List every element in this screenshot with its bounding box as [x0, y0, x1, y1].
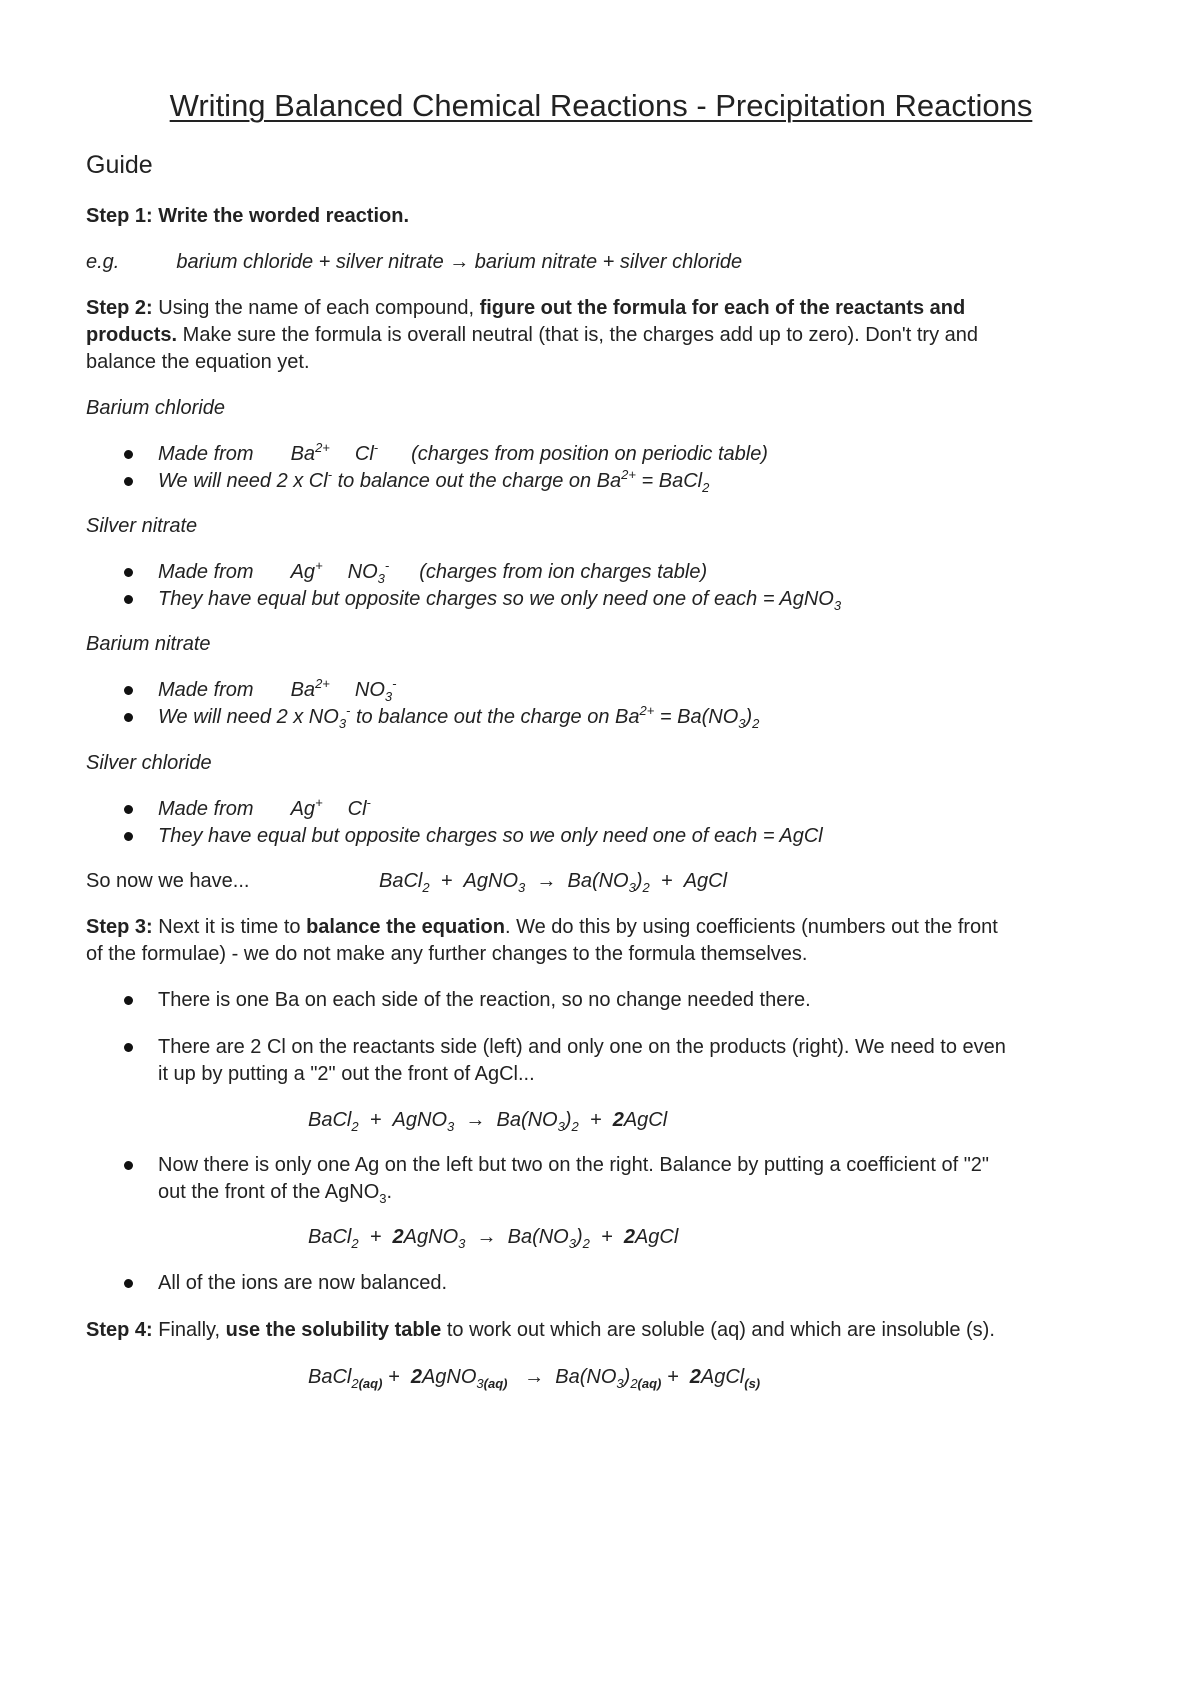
step2-line2: products. Make sure the formula is overall neutral (that is, the charges add up to zero). Don't try and — [86, 324, 979, 346]
bullet-icon — [124, 805, 133, 814]
step1-heading: Step 1: Write the worded reaction. — [86, 205, 410, 227]
bullet-icon — [124, 713, 133, 722]
step2-line3: balance the equation yet. — [86, 351, 310, 373]
eg-prefix: e.g. — [86, 251, 120, 273]
guide-heading: Guide — [86, 151, 153, 179]
step3-line1: Step 3: Next it is time to balance the equation. We do this by using coefficients (numbers out the front — [86, 916, 998, 938]
bullet-icon — [124, 568, 133, 577]
compound-heading-silver-chloride: Silver chloride — [86, 752, 212, 774]
bullet-icon — [124, 1043, 133, 1052]
page-title: Writing Balanced Chemical Reactions - Precipitation Reactions — [169, 88, 1033, 123]
compound-heading-barium-nitrate: Barium nitrate — [86, 633, 211, 655]
equation-step-b: BaCl$_2$ + 2AgNO$_3$ → $Ba(NO_3)_2$ + 2AgCl — [308, 1226, 679, 1251]
compound-heading-barium-chloride: Barium chloride — [86, 397, 225, 419]
bullet-icon — [124, 686, 133, 695]
bullet-icon — [124, 477, 133, 486]
step4-line1: Step 4: Finally, use the solubility table to work out which are soluble (aq) and which are insoluble (s). — [86, 1319, 995, 1341]
bullet-icon — [124, 1161, 133, 1170]
worded-reaction: barium chloride + silver nitrate → barium nitrate + silver chloride — [176, 251, 743, 273]
bullet-icon — [124, 595, 133, 604]
step3-label: Step 3: — [86, 916, 153, 938]
step2-label: Step 2: — [86, 297, 153, 319]
unbalanced-equation: BaCl$_2$ + AgNO$_3$ → $Ba(NO_3)_2$ + AgCl — [379, 870, 728, 895]
bullet-icon — [124, 832, 133, 841]
step3-line2: of the formulae) - we do not make any further changes to the formula themselves. — [86, 943, 808, 965]
equation-step-a: BaCl$_2$ + AgNO$_3$ → $Ba(NO_3)_2$ + 2AgCl — [308, 1109, 668, 1134]
bullet-icon — [124, 1279, 133, 1288]
bullet-icon — [124, 996, 133, 1005]
bullet-icon — [124, 450, 133, 459]
compound-heading-silver-nitrate: Silver nitrate — [86, 515, 198, 537]
final-equation: BaCl$_{2(aq)}$ + 2AgNO$_{3(aq)}$ → $Ba(NO_3)_{2(aq)}$ + 2AgCl$_{(s)}$ — [308, 1366, 761, 1391]
step4-label: Step 4: — [86, 1319, 153, 1341]
so-now-label: So now we have... — [86, 870, 250, 892]
step2-line1: Step 2: Using the name of each compound, figure out the formula for each of the reactants and — [86, 297, 966, 319]
step1-example — [86, 247, 742, 277]
